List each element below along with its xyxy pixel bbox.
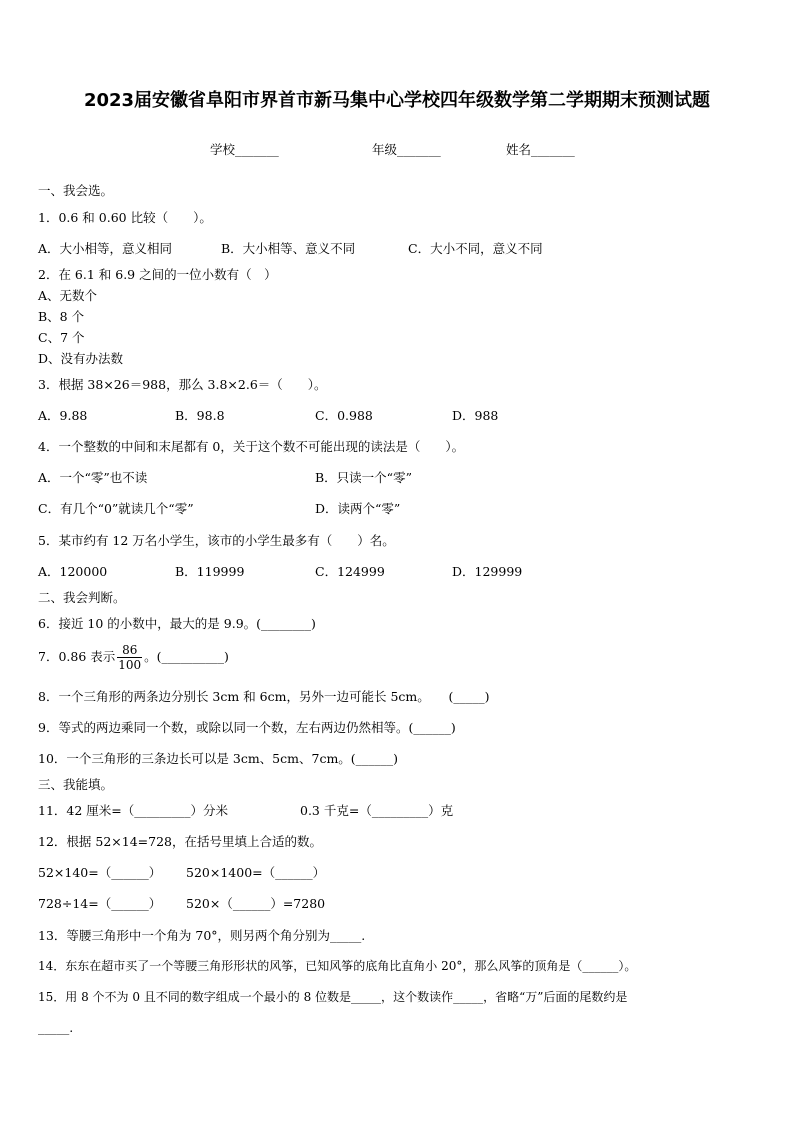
question-5: 5．某市约有 12 万名小学生，该市的小学生最多有（ ）名。 <box>38 533 395 548</box>
fraction-denominator: 100 <box>118 658 142 672</box>
option-c[interactable]: C、7 个 <box>38 330 85 345</box>
section-heading: 一、我会选。 <box>38 183 114 198</box>
option-a[interactable]: A、无数个 <box>38 288 98 303</box>
fraction-numerator: 86 <box>117 643 142 658</box>
option-c[interactable]: C．124999 <box>315 564 385 579</box>
question-5-options <box>38 562 758 580</box>
option-c[interactable]: C．0.988 <box>315 408 373 423</box>
option-a[interactable]: A．大小相等，意义相同 <box>38 241 173 256</box>
fraction <box>117 643 142 672</box>
question-10: 10．一个三角形的三条边长可以是 3cm、5cm、7cm。(______) <box>38 751 399 766</box>
option-b[interactable]: B、8 个 <box>38 309 85 324</box>
question-4-options-row2 <box>38 499 758 517</box>
question-3: 3．根据 38×26＝988，那么 3.8×2.6＝（ ）。 <box>38 377 327 392</box>
fill-item: 520×（______）=7280 <box>186 896 326 911</box>
question-9: 9．等式的两边乘同一个数，或除以同一个数，左右两边仍然相等。(______) <box>38 720 456 735</box>
question-1: 1．0.6 和 0.60 比较（ ）。 <box>38 210 212 225</box>
question-12-row2 <box>38 894 758 912</box>
question-11 <box>38 801 758 819</box>
option-d[interactable]: D．988 <box>452 408 499 423</box>
question-14: 14．东东在超市买了一个等腰三角形形状的风筝，已知风筝的底角比直角小 20°，那么风筝的顶角是（______）。 <box>38 959 637 973</box>
question-15-continued: _____. <box>38 1020 74 1035</box>
question-12: 12．根据 52×14=728，在括号里填上合适的数。 <box>38 834 322 849</box>
question-11-right: 0.3 千克=（_________）克 <box>300 803 454 818</box>
question-4-options-row1 <box>38 468 758 486</box>
question-7-suffix: 。(__________) <box>144 649 229 664</box>
option-d[interactable]: D、没有办法数 <box>38 351 124 366</box>
fill-item: 520×1400=（______） <box>186 865 326 880</box>
name-field[interactable]: 姓名_______ <box>506 142 575 157</box>
question-15: 15．用 8 个不为 0 且不同的数字组成一个最小的 8 位数是_____，这个数读作_____，省略“万”后面的尾数约是 <box>38 990 628 1004</box>
school-field[interactable]: 学校_______ <box>210 142 279 157</box>
option-b[interactable]: B．119999 <box>175 564 245 579</box>
option-a[interactable]: A．9.88 <box>38 408 88 423</box>
option-c[interactable]: C．大小不同，意义不同 <box>408 241 543 256</box>
question-4: 4．一个整数的中间和末尾都有 0，关于这个数不可能出现的读法是（ ）。 <box>38 439 465 454</box>
grade-field[interactable]: 年级_______ <box>372 142 441 157</box>
option-d[interactable]: D．129999 <box>452 564 523 579</box>
question-12-row1 <box>38 863 758 881</box>
option-a[interactable]: A．一个“零”也不读 <box>38 470 148 485</box>
option-d[interactable]: D．读两个“零” <box>315 501 401 516</box>
question-6: 6．接近 10 的小数中，最大的是 9.9。(________) <box>38 616 316 631</box>
question-11-left: 11．42 厘米=（_________）分米 <box>38 803 229 818</box>
fill-item: 52×140=（______） <box>38 865 162 880</box>
fill-item: 728÷14=（______） <box>38 896 162 911</box>
question-7-prefix: 7．0.86 表示 <box>38 649 116 664</box>
option-b[interactable]: B．只读一个“零” <box>315 470 412 485</box>
question-1-options <box>38 239 758 257</box>
question-8: 8．一个三角形的两条边分别长 3cm 和 6cm，另外一边可能长 5cm。 (_____) <box>38 689 490 704</box>
option-b[interactable]: B．98.8 <box>175 408 225 423</box>
option-b[interactable]: B．大小相等、意义不同 <box>221 241 356 256</box>
question-3-options <box>38 406 758 424</box>
page-title: 2023届安徽省阜阳市界首市新马集中心学校四年级数学第二学期期末预测试题 <box>83 90 711 111</box>
option-c[interactable]: C．有几个“0”就读几个“零” <box>38 501 194 516</box>
section-heading: 二、我会判断。 <box>38 590 126 605</box>
section-heading: 三、我能填。 <box>38 777 114 792</box>
question-7 <box>38 639 229 675</box>
question-13: 13．等腰三角形中一个角为 70°，则另两个角分别为_____. <box>38 928 366 943</box>
question-2: 2．在 6.1 和 6.9 之间的一位小数有（ ） <box>38 267 277 282</box>
option-a[interactable]: A．120000 <box>38 564 108 579</box>
